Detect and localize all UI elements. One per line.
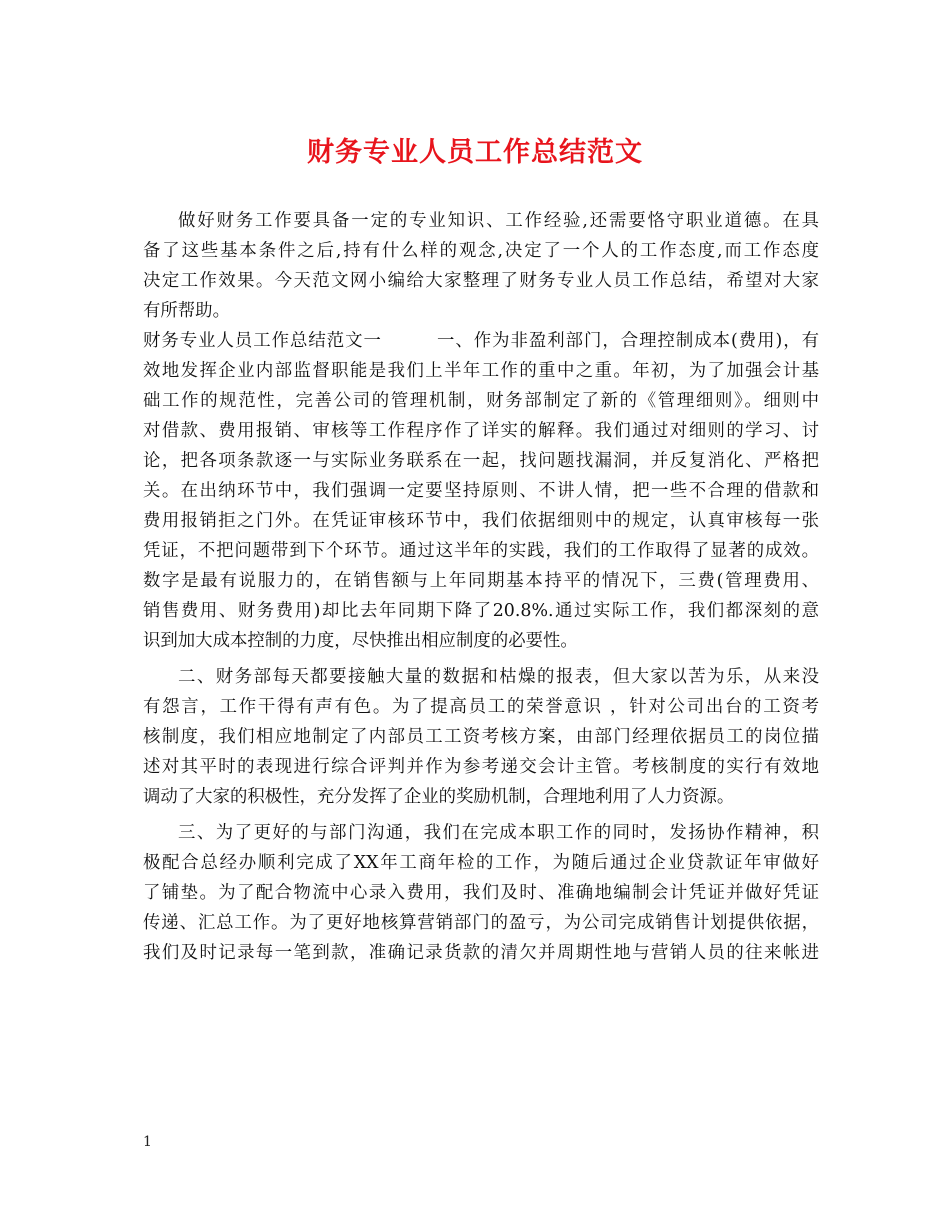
paragraph-line: 有所帮助。 bbox=[143, 301, 230, 321]
paragraph-line: 做好财务工作要具备一定的专业知识、工作经验,还需要恪守职业道德。在具 bbox=[178, 211, 819, 231]
paragraph-line: 有怨言，工作干得有声有色。为了提高员工的荣誉意识 ，针对公司出台的工资考 bbox=[143, 697, 819, 717]
paragraph-line: 备了这些基本条件之后,持有什么样的观念,决定了一个人的工作态度,而工作态度 bbox=[143, 241, 819, 261]
paragraph-line: 数字是最有说服力的，在销售额与上年同期基本持平的情况下，三费(管理费用、 bbox=[143, 571, 819, 591]
paragraph-line: 二、财务部每天都要接触大量的数据和枯燥的报表，但大家以苦为乐，从来没 bbox=[178, 667, 819, 687]
document-title: 财务专业人员工作总结范文 bbox=[307, 137, 643, 168]
paragraph-line: 极配合总经办顺利完成了XX年工商年检的工作，为随后通过企业贷款证年审做好 bbox=[143, 853, 819, 873]
paragraph-line: 述对其平时的表现进行综合评判并作为参考递交会计主管。考核制度的实行有效地 bbox=[143, 757, 819, 777]
paragraph-line: 论，把各项条款逐一与实际业务联系在一起，找问题找漏洞，并反复消化、严格把 bbox=[143, 451, 819, 471]
paragraph-line: 我们及时记录每一笔到款，准确记录货款的清欠并周期性地与营销人员的往来帐进 bbox=[143, 943, 819, 963]
section-two-paragraph bbox=[143, 662, 819, 812]
paragraph-line: 核制度，我们相应地制定了内部员工工资考核方案，由部门经理依据员工的岗位描 bbox=[143, 727, 819, 747]
section-three-paragraph bbox=[143, 818, 819, 968]
paragraph-line: 决定工作效果。今天范文网小编给大家整理了财务专业人员工作总结，希望对大家 bbox=[143, 271, 819, 291]
paragraph-line: 凭证，不把问题带到下个环节。通过这半年的实践，我们的工作取得了显著的成效。 bbox=[143, 541, 819, 561]
paragraph-line: 效地发挥企业内部监督职能是我们上半年工作的重中之重。年初，为了加强会计基 bbox=[143, 361, 819, 381]
document-body bbox=[143, 206, 819, 968]
paragraph-line: 础工作的规范性，完善公司的管理机制，财务部制定了新的《管理细则》。细则中 bbox=[143, 391, 819, 411]
paragraph-line: 识到加大成本控制的力度，尽快推出相应制度的必要性。 bbox=[143, 631, 578, 651]
paragraph-line: 关。在出纳环节中，我们强调一定要坚持原则、不讲人情，把一些不合理的借款和 bbox=[143, 481, 819, 501]
paragraph-line: 费用报销拒之门外。在凭证审核环节中，我们依据细则中的规定，认真审核每一张 bbox=[143, 511, 819, 531]
paragraph-line: 对借款、费用报销、审核等工作程序作了详实的解释。我们通过对细则的学习、讨 bbox=[143, 421, 819, 441]
page-number: 1 bbox=[143, 1134, 152, 1150]
paragraph-line: 传递、汇总工作。为了更好地核算营销部门的盈亏，为公司完成销售计划提供依据， bbox=[143, 913, 819, 933]
paragraph-line: 财务专业人员工作总结范文一 一、作为非盈利部门，合理控制成本(费用)，有 bbox=[143, 331, 819, 351]
paragraph-line: 销售费用、财务费用)却比去年同期下降了20.8%.通过实际工作，我们都深刻的意 bbox=[143, 601, 819, 621]
paragraph-line: 了铺垫。为了配合物流中心录入费用，我们及时、准确地编制会计凭证并做好凭证 bbox=[143, 883, 819, 903]
paragraph-line: 调动了大家的积极性，充分发挥了企业的奖励机制，合理地利用了人力资源。 bbox=[143, 787, 735, 807]
intro-paragraph bbox=[143, 206, 819, 326]
section-one-paragraph bbox=[143, 326, 819, 656]
paragraph-line: 三、为了更好的与部门沟通，我们在完成本职工作的同时，发扬协作精神，积 bbox=[178, 823, 819, 843]
